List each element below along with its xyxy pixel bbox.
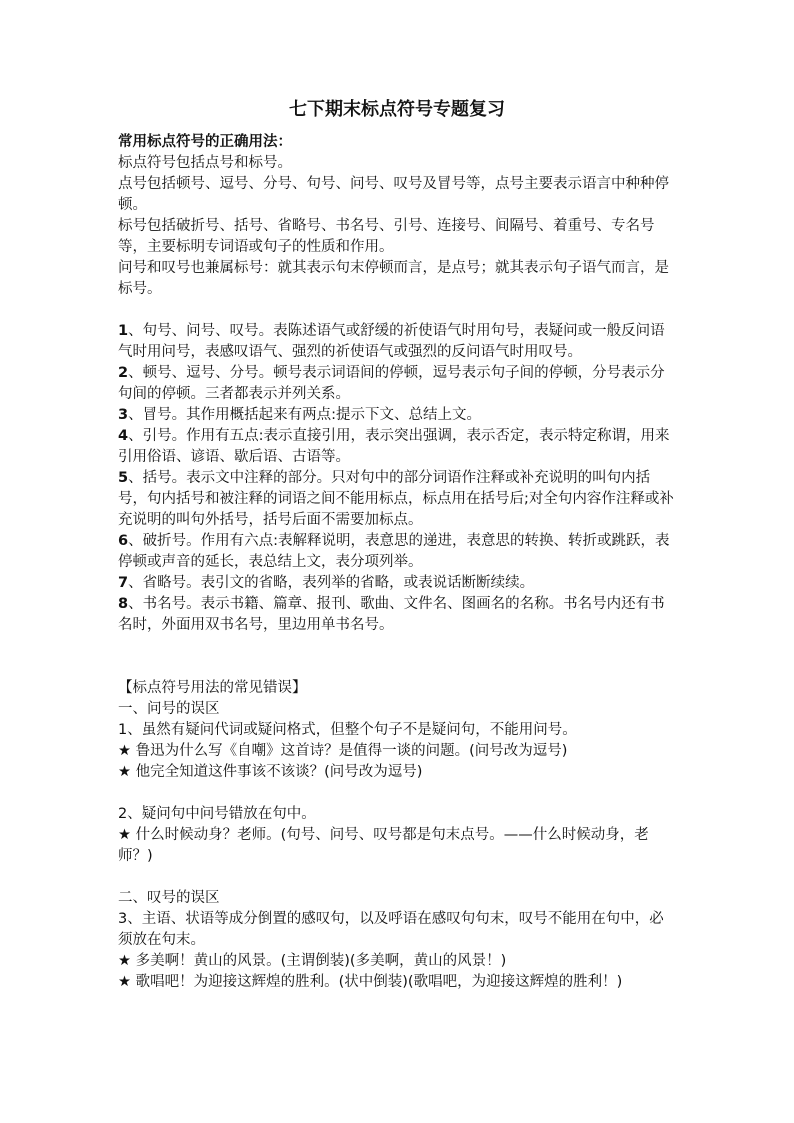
intro-paragraph: 点号包括顿号、逗号、分号、句号、问号、叹号及冒号等，点号主要表示语言中种种停顿。 — [118, 176, 669, 213]
rule-number: 5 — [118, 470, 129, 486]
rule-text: 、顿号、逗号、分号。顿号表示词语间的停顿，逗号表示句子间的停顿，分号表示分句间的停顿。三者都表示并列关系。 — [118, 365, 665, 402]
intro-paragraph: 问号和叹号也兼属标号：就其表示句末停顿而言，是点号；就其表示句子语气而言，是标号。 — [118, 260, 669, 297]
example-item: ★ 他完全知道这件事该不该谈？(问号改为逗号) — [118, 764, 423, 780]
rule-text: 、书名号。表示书籍、篇章、报刊、歌曲、文件名、图画名的名称。书名号内还有书名时，外面用双书名号，里边用单书名号。 — [118, 596, 665, 633]
spacer — [118, 636, 676, 678]
rule-text: 、句号、问号、叹号。表陈述语气或舒缓的祈使语气时用句号，表疑问或一般反问语气时用问号，表感叹语气、强烈的祈使语气或强烈的反问语气时用叹号。 — [118, 323, 665, 360]
rule-number: 8 — [118, 596, 129, 612]
intro-heading: 常用标点符号的正确用法： — [118, 134, 292, 150]
errors-heading: 【标点符号用法的常见错误】 — [118, 680, 307, 696]
spacer — [118, 867, 676, 888]
rule-text: 、省略号。表引文的省略，表列举的省略，或表说话断断续续。 — [128, 575, 535, 591]
spacer — [118, 783, 676, 804]
rule-item — [118, 363, 676, 405]
example-item: ★ 多美啊！黄山的风景。(主谓倒装)(多美啊，黄山的风景！) — [118, 953, 507, 969]
error-item: 1、虽然有疑问代词或疑问格式，但整个句子不是疑问句，不能用问号。 — [118, 722, 577, 738]
intro-paragraph: 标点符号包括点号和标号。 — [118, 155, 292, 171]
intro-paragraph: 标号包括破折号、括号、省略号、书名号、引号、连接号、间隔号、着重号、专名号等，主要标明专词语或句子的性质和作用。 — [118, 218, 655, 255]
error-item: 3、主语、状语等成分倒置的感叹句，以及呼语在感叹句句末，叹号不能用在句中，必须放在句末。 — [118, 911, 664, 948]
rule-text: 、括号。表示文中注释的部分。只对句中的部分词语作注释或补充说明的叫句内括号，句内括号和被注释的词语之间不能用标点，标点用在括号后;对全句内容作注释或补充说明的叫句外括号，括号后面不需要加标点。 — [118, 470, 674, 528]
rule-text: 、破折号。作用有六点:表解释说明，表意思的递进，表意思的转换、转折或跳跃，表停顿或声音的延长，表总结上文，表分项列举。 — [118, 533, 670, 570]
rule-text: 、引号。作用有五点:表示直接引用，表示突出强调，表示否定，表示特定称谓，用来引用俗语、谚语、歇后语、古语等。 — [118, 428, 670, 465]
rule-number: 4 — [118, 428, 129, 444]
rule-item — [118, 573, 676, 594]
section-heading: 二、叹号的误区 — [118, 890, 220, 906]
rule-item — [118, 405, 676, 426]
section-heading: 一、问号的误区 — [118, 701, 220, 717]
example-item: ★ 鲁迅为什么写《自嘲》这首诗？是值得一谈的问题。(问号改为逗号) — [118, 743, 568, 759]
rule-item — [118, 426, 676, 468]
rule-number: 2 — [118, 365, 129, 381]
rule-number: 1 — [118, 323, 129, 339]
rule-item — [118, 594, 676, 636]
rule-item — [118, 531, 676, 573]
page-title: 七下期末标点符号专题复习 — [289, 99, 505, 120]
example-item: ★ 歌唱吧！为迎接这辉煌的胜利。(状中倒装)(歌唱吧，为迎接这辉煌的胜利！) — [118, 974, 623, 990]
rule-item — [118, 468, 676, 531]
rule-number: 3 — [118, 407, 129, 423]
rule-item — [118, 321, 676, 363]
example-item: ★ 什么时候动身？老师。(句号、问号、叹号都是句末点号。——什么时候动身，老师？) — [118, 827, 649, 864]
error-item: 2、疑问句中问号错放在句中。 — [118, 806, 316, 822]
rule-number: 7 — [118, 575, 129, 591]
spacer — [118, 300, 676, 321]
rule-number: 6 — [118, 533, 129, 549]
rule-text: 、冒号。其作用概括起来有两点:提示下文、总结上文。 — [128, 407, 481, 423]
